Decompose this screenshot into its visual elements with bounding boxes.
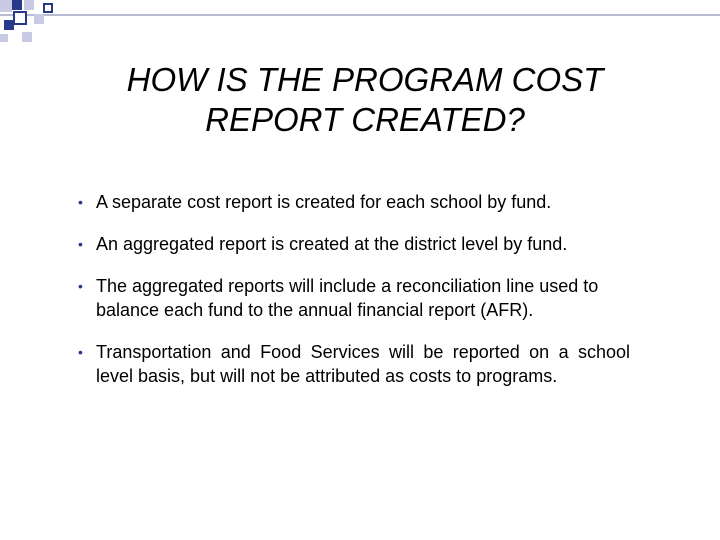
bullet-dot-icon: • [78,236,83,252]
deco-square [0,0,12,12]
bullet-text: An aggregated report is created at the district level by fund. [96,234,568,254]
bullet-list [74,190,630,406]
deco-square [4,20,14,30]
deco-square [24,0,34,10]
bullet-dot-icon: • [78,194,83,210]
deco-square [14,12,26,24]
deco-square [44,4,52,12]
deco-square [22,32,32,42]
header-line [0,14,720,16]
deco-square [12,0,22,10]
slide-title: HOW IS THE PROGRAM COST REPORT CREATED? [126,61,604,138]
bullet-text: A separate cost report is created for each school by fund. [96,192,552,212]
bullet-dot-icon: • [78,278,83,294]
list-item [74,274,630,322]
deco-square [0,34,8,42]
bullet-text: Transportation and Food Services will be reported on a school level basis, but will not be attributed as costs to programs. [96,342,630,386]
list-item [74,340,630,388]
deco-square [34,14,44,24]
list-item [74,232,630,256]
list-item [74,190,630,214]
bullet-text: The aggregated reports will include a reconciliation line used to balance each fund to the annual financial report (AFR). [96,276,599,320]
bullet-dot-icon: • [78,344,83,360]
corner-decoration [0,0,720,50]
